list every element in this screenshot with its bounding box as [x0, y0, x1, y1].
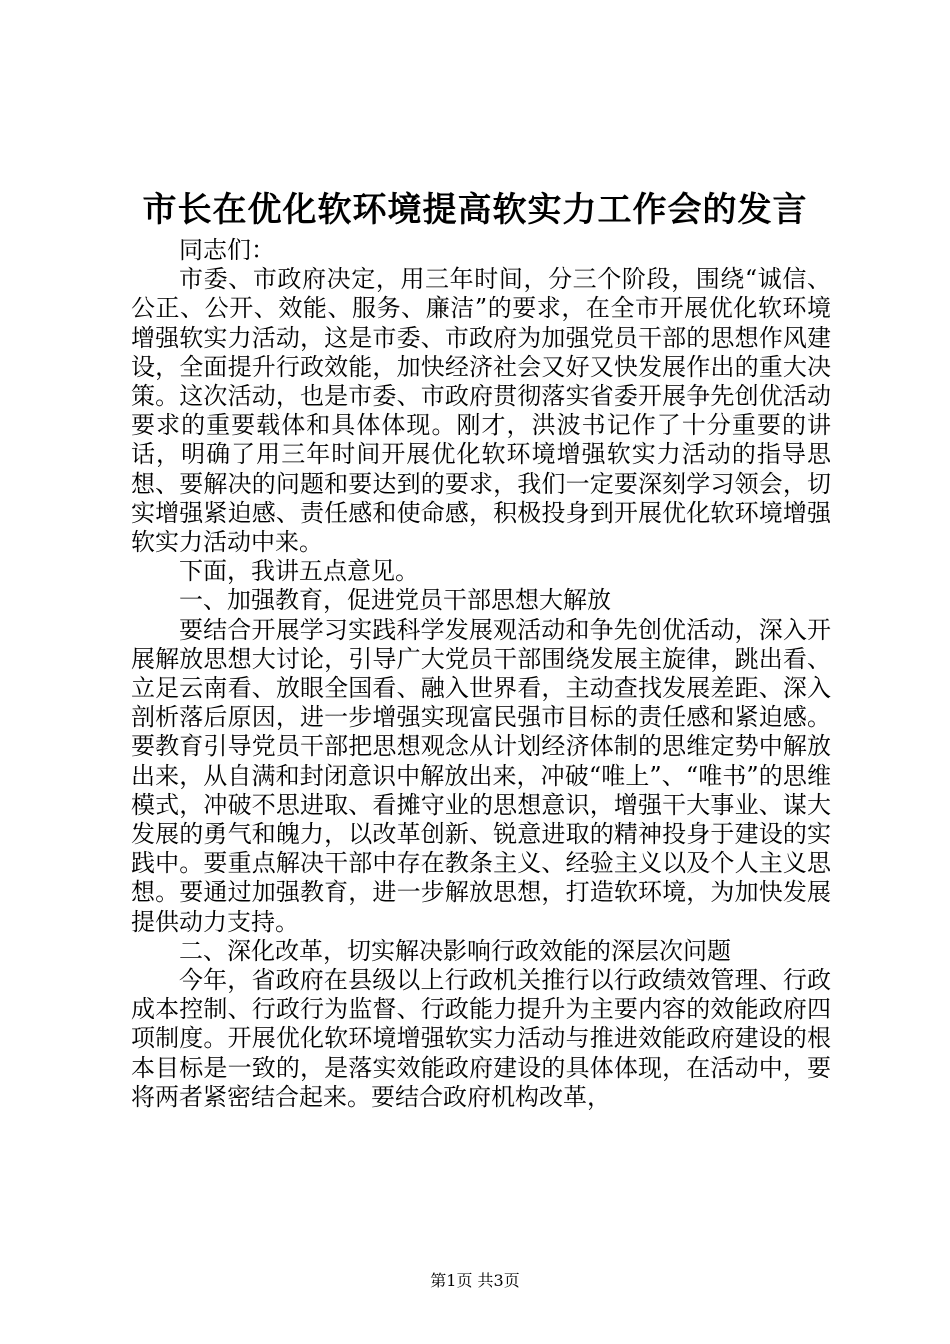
paragraph-section-2: 今年，省政府在县级以上行政机关推行以行政绩效管理、行政成本控制、行政行为监督、行政能力提升为主要内容的效能政府四项制度。开展优化软环境增强软实力活动与推进效能政府建设的根本目标是一致的，是落实效能政府建设的具体体现，在活动中，要将两者紧密结合起来。要结合政府机构改革，	[131, 966, 831, 1111]
section-heading-2: 二、深化改革，切实解决影响行政效能的深层次问题	[179, 936, 731, 965]
paragraph-salutation: 同志们：	[179, 236, 275, 264]
section-heading-1: 一、加强教育，促进党员干部思想大解放	[179, 586, 611, 615]
paragraph-intro: 市委、市政府决定，用三年时间，分三个阶段，围绕“诚信、公正、公开、效能、服务、廉洁”的要求，在全市开展优化软环境增强软实力活动，这是市委、市政府为加强党员干部的思想作风建设，全面提升行政效能，加快经济社会又好又快发展作出的重大决策。这次活动，也是市委、市政府贯彻落实省委开展争先创优活动要求的重要载体和具体体现。刚才，洪波书记作了十分重要的讲话，明确了用三年时间开展优化软环境增强软实力活动的指导思想、要解决的问题和要达到的要求，我们一定要深刻学习领会，切实增强紧迫感、责任感和使命感，积极投身到开展优化软环境增强软实力活动中来。	[131, 265, 831, 557]
document-body	[131, 236, 831, 1112]
paragraph-section-1: 要结合开展学习实践科学发展观活动和争先创优活动，深入开展解放思想大讨论，引导广大党员干部围绕发展主旋律，跳出看、立足云南看、放眼全国看、融入世界看，主动查找发展差距、深入剖析落后原因，进一步增强实现富民强市目标的责任感和紧迫感。要教育引导党员干部把思想观念从计划经济体制的思维定势中解放出来，从自满和封闭意识中解放出来，冲破“唯上”、“唯书”的思维模式，冲破不思进取、看摊守业的思想意识，增强干大事业、谋大发展的勇气和魄力，以改革创新、锐意进取的精神投身于建设的实践中。要重点解决干部中存在教条主义、经验主义以及个人主义思想。要通过加强教育，进一步解放思想，打造软环境，为加快发展提供动力支持。	[131, 615, 831, 936]
page-footer: 第1页 共3页	[430, 1271, 520, 1290]
paragraph-transition: 下面，我讲五点意见。	[179, 557, 419, 586]
document-title: 市长在优化软环境提高软实力工作会的发言	[142, 190, 808, 230]
